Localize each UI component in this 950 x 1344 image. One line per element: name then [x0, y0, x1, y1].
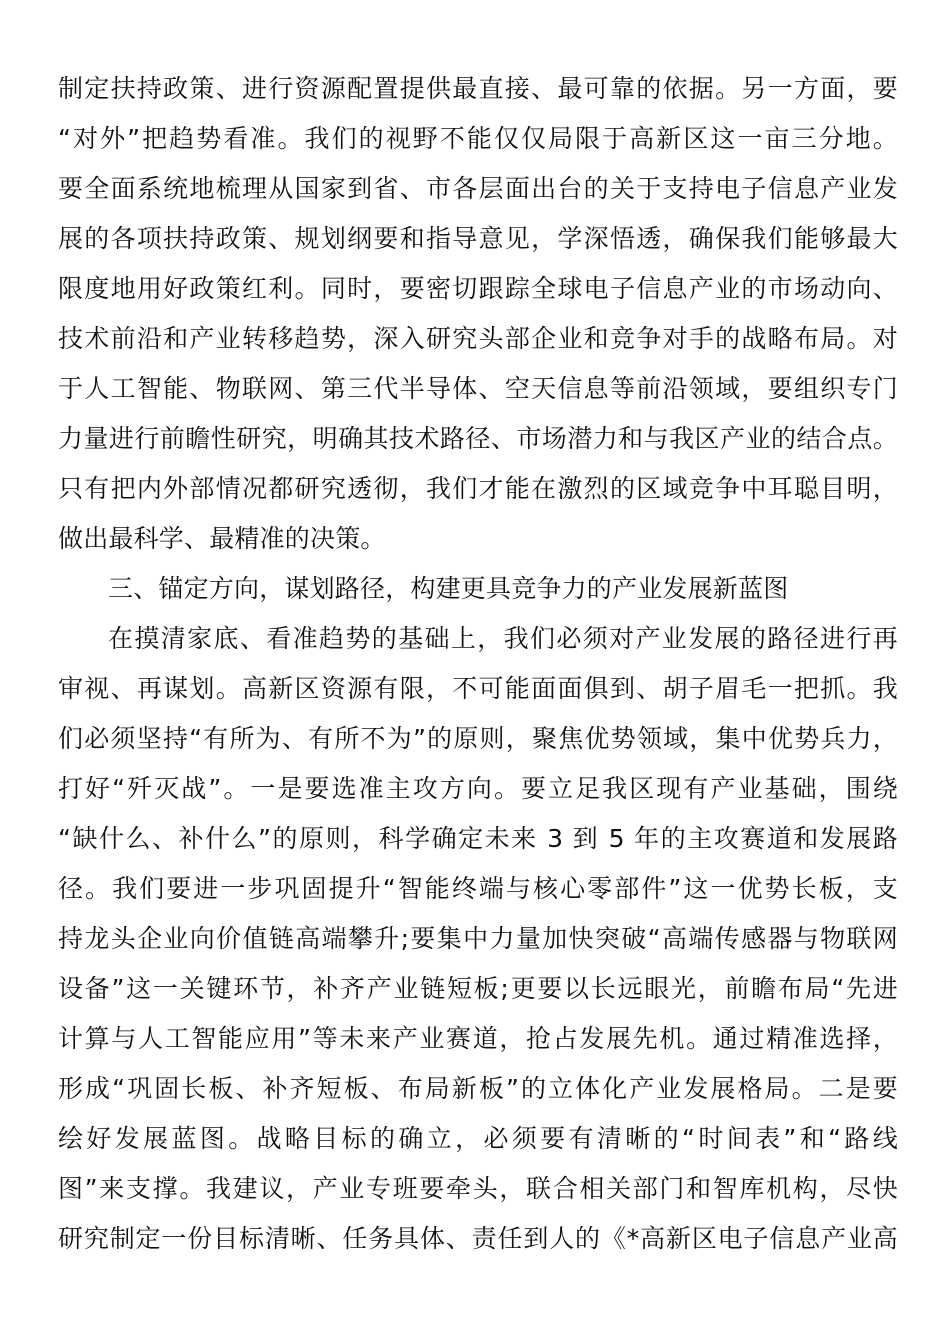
paragraph-line: 绘好发展蓝图。战略目标的确立，必须要有清晰的“时间表”和“路线 — [58, 1124, 898, 1153]
paragraph-line: 持龙头企业向价值链高端攀升;要集中力量加快突破“高端传感器与物联网 — [58, 924, 898, 953]
paragraph-line: 制定扶持政策、进行资源配置提供最直接、最可靠的依据。另一方面，要 — [58, 74, 898, 103]
paragraph-line: 做出最科学、最精准的决策。 — [58, 524, 386, 553]
paragraph-line: 设备”这一关键环节，补齐产业链短板;更要以长远眼光，前瞻布局“先进 — [58, 974, 898, 1003]
section-heading: 三、锚定方向，谋划路径，构建更具竞争力的产业发展新蓝图 — [108, 574, 789, 603]
paragraph-line: “缺什么、补什么”的原则，科学确定未来 3 到 5 年的主攻赛道和发展路 — [58, 824, 898, 853]
paragraph-line: 技术前沿和产业转移趋势，深入研究头部企业和竞争对手的战略布局。对 — [58, 324, 898, 353]
paragraph-line: 要全面系统地梳理从国家到省、市各层面出台的关于支持电子信息产业发 — [58, 174, 898, 203]
paragraph-line: 展的各项扶持政策、规划纲要和指导意见，学深悟透，确保我们能够最大 — [58, 224, 898, 253]
paragraph-line: 们必须坚持“有所为、有所不为”的原则，聚焦优势领域，集中优势兵力， — [58, 724, 898, 753]
paragraph-line: 径。我们要进一步巩固提升“智能终端与核心零部件”这一优势长板，支 — [58, 874, 898, 903]
paragraph-line: 限度地用好政策红利。同时，要密切跟踪全球电子信息产业的市场动向、 — [58, 274, 898, 303]
paragraph-line: 打好“歼灭战”。一是要选准主攻方向。要立足我区现有产业基础，围绕 — [58, 774, 898, 803]
paragraph-line: 图”来支撑。我建议，产业专班要牵头，联合相关部门和智库机构，尽快 — [58, 1174, 898, 1203]
paragraph-line: 形成“巩固长板、补齐短板、布局新板”的立体化产业发展格局。二是要 — [58, 1074, 898, 1103]
paragraph-line: 计算与人工智能应用”等未来产业赛道，抢占发展先机。通过精准选择， — [58, 1024, 898, 1053]
paragraph-line: 研究制定一份目标清晰、任务具体、责任到人的《*高新区电子信息产业高 — [58, 1224, 898, 1253]
paragraph-line: 在摸清家底、看准趋势的基础上，我们必须对产业发展的路径进行再 — [108, 624, 898, 653]
paragraph-line: 审视、再谋划。高新区资源有限，不可能面面俱到、胡子眉毛一把抓。我 — [58, 674, 898, 703]
paragraph-line: “对外”把趋势看准。我们的视野不能仅仅局限于高新区这一亩三分地。 — [58, 124, 898, 153]
paragraph-line: 只有把内外部情况都研究透彻，我们才能在激烈的区域竞争中耳聪目明， — [58, 474, 898, 503]
paragraph-line: 于人工智能、物联网、第三代半导体、空天信息等前沿领域，要组织专门 — [58, 374, 898, 403]
paragraph-line: 力量进行前瞻性研究，明确其技术路径、市场潜力和与我区产业的结合点。 — [58, 424, 898, 453]
